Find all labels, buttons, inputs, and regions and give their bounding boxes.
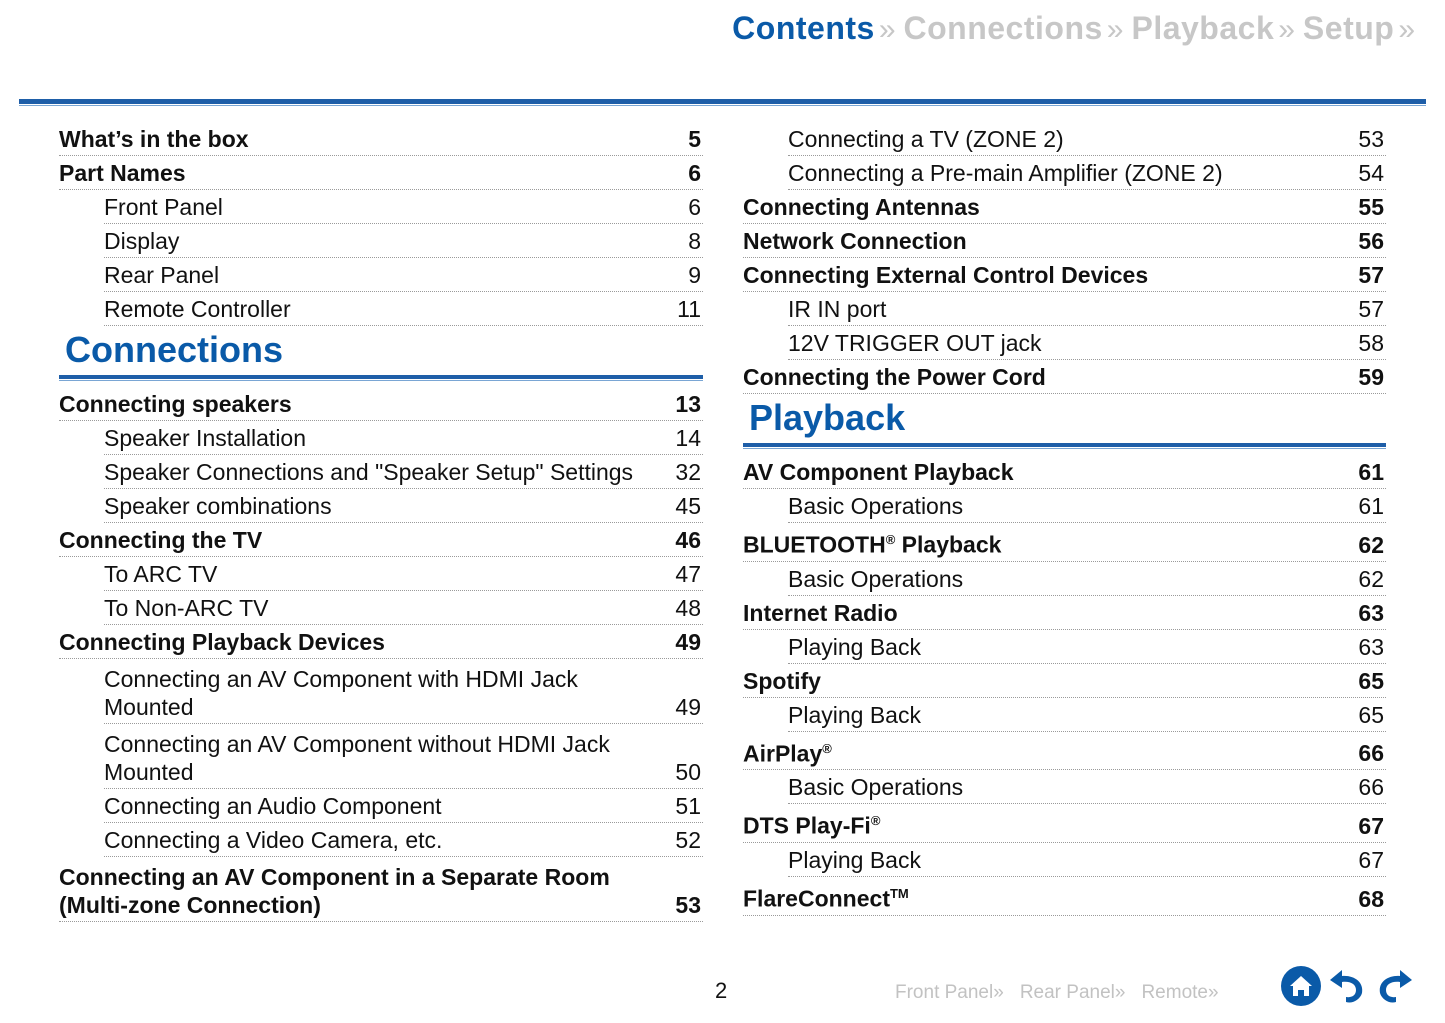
footer-link-remote[interactable]: Remote [1141,982,1208,1003]
toc-subentry[interactable]: Display 8 [104,224,703,258]
toc-subentry[interactable]: Basic Operations 62 [788,562,1386,596]
nav-contents[interactable]: Contents [732,10,875,46]
chevron-right-icon: » [993,982,1004,1003]
toc-subentry[interactable]: Connecting an AV Component with HDMI Jack Mounted 49 [104,659,703,724]
footer-links [895,982,1235,1004]
section-title-playback[interactable]: Playback [749,397,906,438]
toc-subentry[interactable]: Basic Operations 66 [788,770,1386,804]
chevron-right-icon: » [1278,13,1295,46]
toc-entry[interactable]: AV Component Playback 61 [743,455,1386,489]
toc-subentry[interactable]: Speaker Connections and "Speaker Setup" Settings 32 [104,455,703,489]
footer-nav-icons [1280,965,1414,1012]
toc-subentry[interactable]: Remote Controller 11 [104,292,703,326]
toc-entry[interactable]: Connecting speakers 13 [59,387,703,421]
chevron-right-icon: » [1114,982,1126,1003]
footer-link-rear-panel[interactable]: Rear Panel [1019,982,1115,1003]
section-divider [743,443,1386,447]
nav-connections[interactable]: Connections [903,10,1103,46]
toc-right-column [743,122,1386,916]
toc-entry[interactable]: Connecting the TV 46 [59,523,703,557]
forward-icon[interactable] [1374,966,1414,1011]
toc-subentry[interactable]: Playing Back 63 [788,630,1386,664]
footer-link-front-panel[interactable]: Front Panel [895,982,994,1003]
toc-left-column [59,122,703,922]
chevron-right-icon: » [1207,982,1219,1003]
toc-subentry[interactable]: Basic Operations 61 [788,489,1386,523]
toc-entry[interactable]: Connecting an AV Component in a Separate Room (Multi-zone Connection) 53 [59,857,703,922]
toc-subentry[interactable]: To Non-ARC TV 48 [104,591,703,625]
section-title-connections[interactable]: Connections [65,329,284,370]
toc-entry[interactable]: DTS Play-Fi® 67 [743,804,1386,843]
toc-entry[interactable]: Connecting External Control Devices 57 [743,258,1386,292]
home-icon[interactable] [1280,965,1322,1012]
toc-entry[interactable]: Connecting the Power Cord 59 [743,360,1386,394]
toc-subentry[interactable]: Speaker Installation 14 [104,421,703,455]
toc-subentry[interactable]: 12V TRIGGER OUT jack 58 [788,326,1386,360]
toc-entry[interactable]: FlareConnect™ 68 [743,877,1386,916]
toc-subentry[interactable]: Connecting an AV Component without HDMI Jack Mounted 50 [104,724,703,789]
section-divider [59,375,703,379]
toc-subentry[interactable]: Connecting a TV (ZONE 2) 53 [788,122,1386,156]
toc-subentry[interactable]: Connecting an Audio Component 51 [104,789,703,823]
header-divider [19,99,1426,104]
toc-subentry[interactable]: To ARC TV 47 [104,557,703,591]
toc-subentry[interactable]: Connecting a Pre-main Amplifier (ZONE 2) 54 [788,156,1386,190]
toc-entry[interactable]: Internet Radio 63 [743,596,1386,630]
nav-playback[interactable]: Playback [1131,10,1275,46]
toc-entry[interactable]: What’s in the box 5 [59,122,703,156]
toc-subentry[interactable]: Connecting a Video Camera, etc. 52 [104,823,703,857]
chevron-right-icon: » [878,13,896,46]
toc-subentry[interactable]: Playing Back 65 [788,698,1386,732]
toc-subentry[interactable]: Front Panel 6 [104,190,703,224]
toc-subentry[interactable]: Playing Back 67 [788,843,1386,877]
toc-entry[interactable]: Network Connection 56 [743,224,1386,258]
chevron-right-icon: » [1106,13,1124,46]
toc-subentry[interactable]: IR IN port 57 [788,292,1386,326]
page-number: 2 [715,978,728,1003]
toc-entry[interactable]: Part Names 6 [59,156,703,190]
toc-subentry[interactable]: Rear Panel 9 [104,258,703,292]
toc-entry[interactable]: BLUETOOTH® Playback 62 [743,523,1386,562]
toc-entry[interactable]: Connecting Playback Devices 49 [59,625,703,659]
toc-entry[interactable]: Spotify 65 [743,664,1386,698]
chevron-right-icon: » [1398,13,1415,46]
nav-setup[interactable]: Setup [1302,10,1395,46]
toc-subentry[interactable]: Speaker combinations 45 [104,489,703,523]
toc-entry[interactable]: Connecting Antennas 55 [743,190,1386,224]
toc-entry[interactable]: AirPlay® 66 [743,732,1386,771]
back-icon[interactable] [1328,966,1368,1011]
top-navigation [732,10,1423,47]
